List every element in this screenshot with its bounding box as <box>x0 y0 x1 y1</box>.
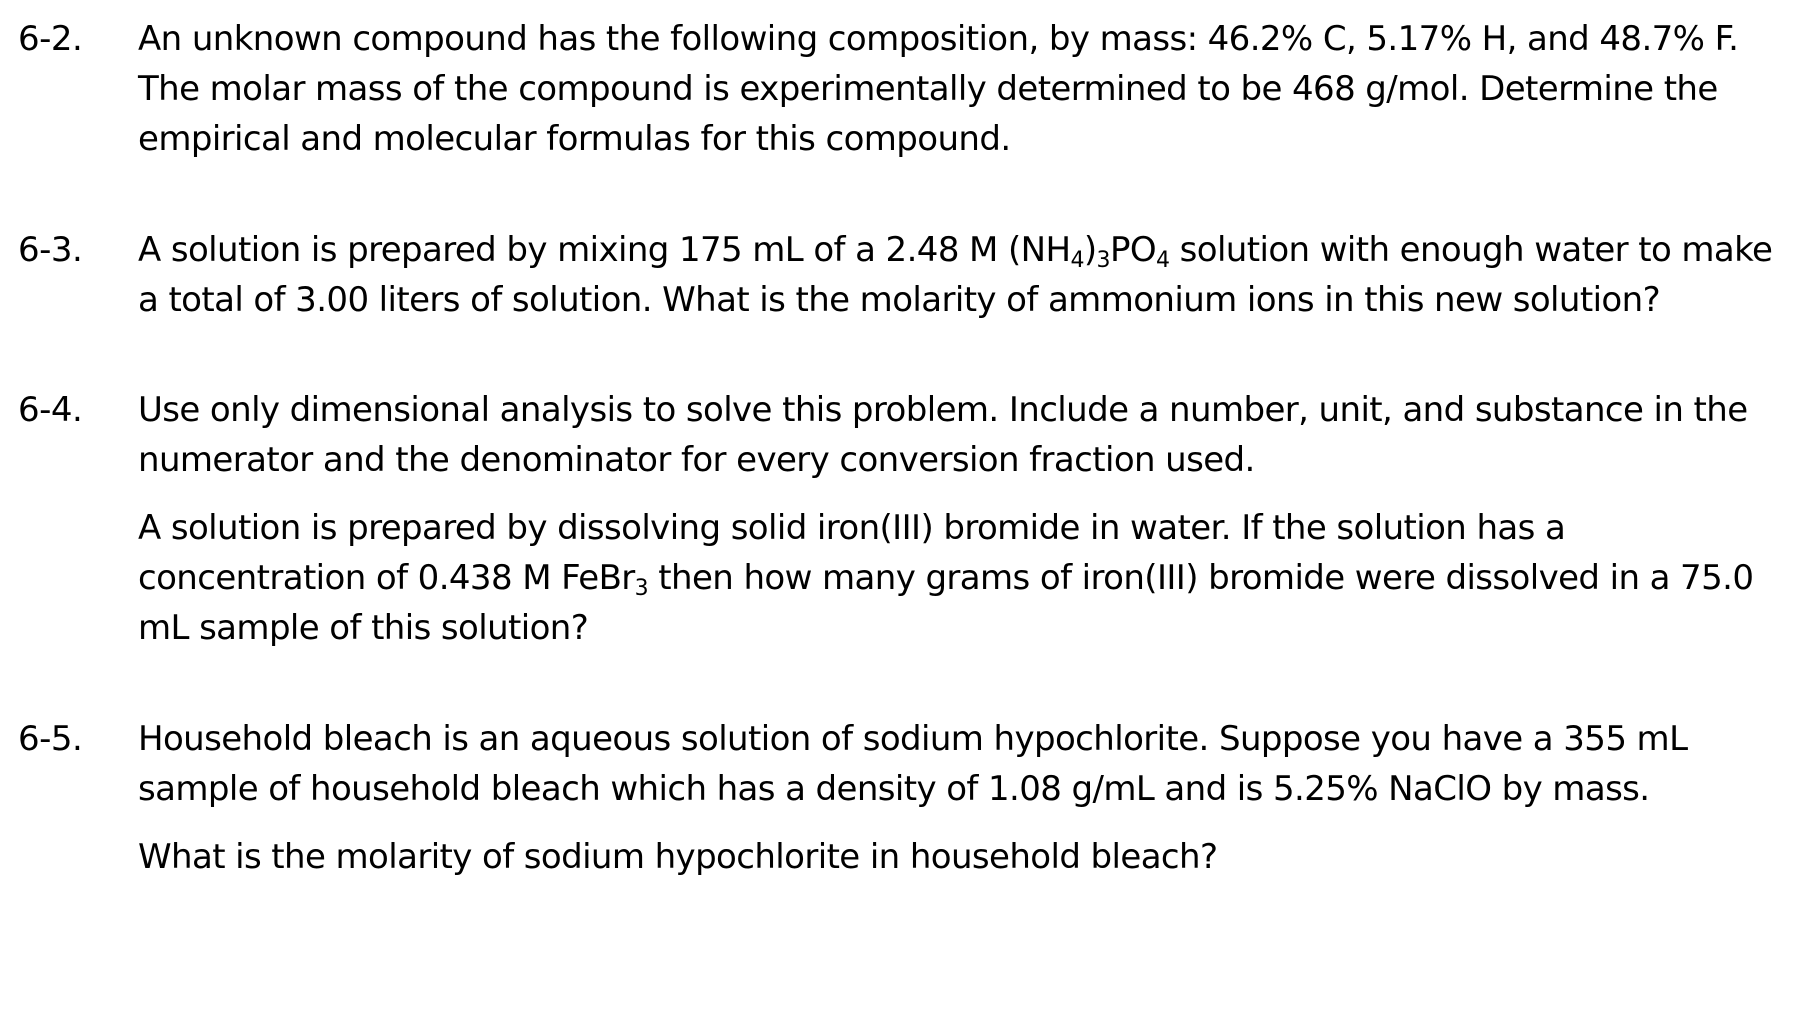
text-segment: then how many grams of iron(III) bromide were dissolved in a 75.0 <box>648 558 1754 598</box>
text-line: a total of 3.00 liters of solution. What is the molarity of ammonium ions in this new solution? <box>138 280 1661 320</box>
text-line: Household bleach is an aqueous solution of sodium hypochlorite. Suppose you have a 355 mL <box>138 719 1688 759</box>
problem-text <box>138 714 1798 882</box>
text-segment: ) <box>1083 230 1097 270</box>
text-segment: PO <box>1109 230 1157 270</box>
subscript: 4 <box>1156 248 1170 273</box>
text-line: numerator and the denominator for every conversion fraction used. <box>138 440 1255 480</box>
text-line <box>138 225 1798 275</box>
text-segment: concentration of 0.438 M FeBr <box>138 558 635 598</box>
subscript: 4 <box>1070 248 1084 273</box>
text-segment: A solution is prepared by mixing 175 mL of a 2.48 M (NH <box>138 230 1071 270</box>
problem-number: 6-2. <box>18 19 83 59</box>
problem-number: 6-5. <box>18 719 83 759</box>
text-segment: solution with enough water to make <box>1169 230 1773 270</box>
subscript: 3 <box>1096 248 1110 273</box>
text-line: sample of household bleach which has a density of 1.08 g/mL and is 5.25% NaClO by mass. <box>138 769 1650 809</box>
paragraph-gap <box>138 814 1798 832</box>
problem-number: 6-3. <box>18 230 83 270</box>
problem-text <box>138 225 1798 325</box>
text-line: empirical and molecular formulas for this compound. <box>138 119 1011 159</box>
subscript: 3 <box>634 576 649 601</box>
paragraph-gap <box>138 485 1798 503</box>
problem-text <box>138 14 1798 164</box>
text-line: The molar mass of the compound is experimentally determined to be 468 g/mol. Determine the <box>138 69 1718 109</box>
text-line <box>138 553 1798 603</box>
text-line: An unknown compound has the following composition, by mass: 46.2% C, 5.17% H, and 48.7% F. <box>138 19 1739 59</box>
text-line: Use only dimensional analysis to solve this problem. Include a number, unit, and substance in the <box>138 390 1748 430</box>
problem-number: 6-4. <box>18 390 83 430</box>
text-line: What is the molarity of sodium hypochlorite in household bleach? <box>138 837 1218 877</box>
text-line: A solution is prepared by dissolving solid iron(III) bromide in water. If the solution has a <box>138 508 1566 548</box>
text-line: mL sample of this solution? <box>138 608 589 648</box>
problem-text <box>138 385 1798 653</box>
